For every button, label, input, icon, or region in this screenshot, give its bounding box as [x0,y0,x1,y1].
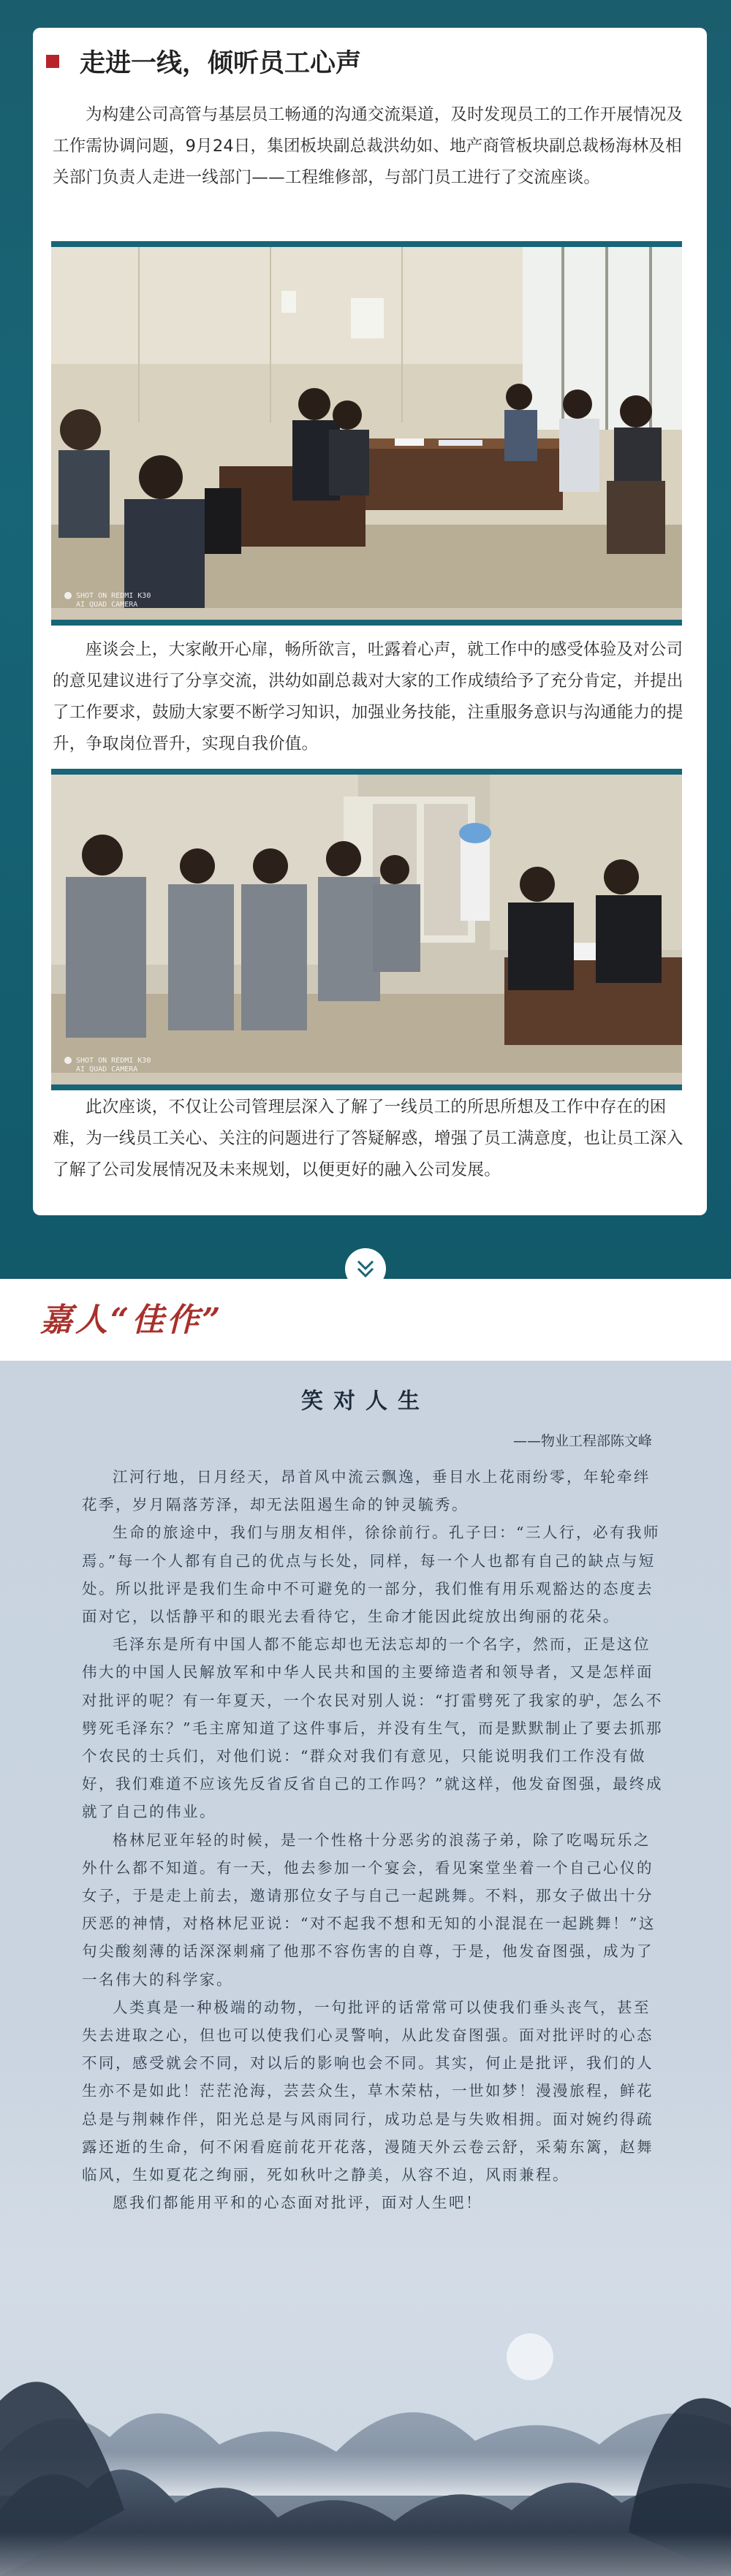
paragraph-intro: 为构建公司高管与基层员工畅通的沟通交流渠道，及时发现员工的工作开展情况及工作需协调问题，9月24日，集团板块副总裁洪幼如、地产商管板块副总裁杨海林及相关部门负责人走进一线部门——工程维修部，与部门员工进行了交流座谈。 [53,105,683,187]
camera-watermark: SHOT ON REDMI K30 AI QUAD CAMERA [64,592,151,609]
poem-paragraph: 江河行地，日月经天，昂首风中流云飘逸，垂目水上花雨纷零，年轮牵绊花季，岁月隔落芳泽，却无法阻遏生命的钟灵毓秀。 [82,1468,651,1514]
section-title [46,44,361,79]
article-card [33,28,707,1215]
poem-paragraph: 毛泽东是所有中国人都不能忘却也无法忘却的一个名字，然而，正是这位伟大的中国人民解放军和中华人民共和国的主要缔造者和领导者，又是怎样面对批评的呢？有一年夏天，一个农民对别人说：“打雷劈死了我家的驴，怎么不劈死毛泽东？”毛主席知道了这件事后，并没有生气，而是默默制止了要去抓那个农民的士兵们，对他们说：“群众对我们有意见，只能说明我们工作没有做好，我们难道不应该先反省反省自己的工作吗？”就这样，他发奋图强，最终成就了自己的伟业。 [82,1635,663,1821]
poem-section [0,1361,731,2576]
poem-title: 笑对人生 [301,1388,430,1414]
camera-dots-icon [64,592,72,599]
poem-paragraph: 格林尼亚年轻的时候，是一个性格十分恶劣的浪荡子弟，除了吃喝玩乐之外什么都不知道。有一天，他去参加一个宴会，看见案堂坐着一个自己心仪的女子，于是走上前去，邀请那位女子与自己一起跳舞。不料，那女子做出十分厌恶的神情，对格林尼亚说：“对不起我不想和无知的小混混在一起跳舞！”这句尖酸刻薄的话深深刺痛了他那不容伤害的自尊，于是，他发奋图强，成为了一名伟大的科学家。 [82,1831,656,1988]
red-square-icon [46,55,59,68]
moon-icon [507,2333,553,2380]
poem-body [82,1463,667,2216]
meeting-photo-1 [51,241,682,626]
paragraph-conclusion: 此次座谈，不仅让公司管理层深入了解了一线员工的所思所想及工作中存在的困难，为一线员工关心、关注的问题进行了答疑解惑，增强了员工满意度，也让员工深入了解了公司发展情况及未来规划，以便更好的融入公司发展。 [53,1098,683,1179]
scroll-down-button[interactable] [345,1248,386,1289]
double-chevron-down-icon [352,1255,379,1282]
poem-paragraph: 人类真是一种极端的动物，一句批评的话常常可以使我们垂头丧气，甚至失去进取之心，但也可以使我们心灵警响，从此发奋图强。面对批评时的心态不同，感受就会不同，对以后的影响也会不同。其实，何止是批评，我们的人生亦不是如此！茫茫沧海，芸芸众生，草木荣枯，一世如梦！漫漫旅程，鲜花总是与荆棘作伴，阳光总是与风雨同行，成功总是与失败相拥。面对婉约得疏露还逝的生命，何不闲看庭前花开花落，漫随天外云卷云舒，采菊东篱，赵舞临风，生如夏花之绚丽，死如秋叶之静美，从容不迫，风雨兼程。 [82,1998,654,2184]
section2-title: 嘉人“佳作” [40,1302,224,1339]
paragraph-discussion: 座谈会上，大家敞开心扉，畅所欲言，吐露着心声，就工作中的感受体验及对公司的意见建议进行了分享交流，洪幼如副总裁对大家的工作成绩给予了充分肯定，并提出了工作要求，鼓励大家要不断学习知识，加强业务技能，注重服务意识与沟通能力的提升，争取岗位晋升，实现自我价值。 [53,640,683,753]
camera-dots-icon [64,1057,72,1064]
ink-mountains-illustration [0,2269,731,2576]
poem-paragraph: 生命的旅途中，我们与朋友相伴，徐徐前行。孔子曰：“三人行，必有我师焉。”每一个人都有自己的优点与长处，同样，每一个人也都有自己的缺点与短处。所以批评是我们生命中不可避免的一部分，我们惟有用乐观豁达的态度去面对它，以恬静平和的眼光去看待它，生命才能因此绽放出绚丽的花朵。 [82,1524,660,1626]
section-title-text: 走进一线，倾听员工心声 [80,49,362,78]
poem-author: ——物业工程部陈文峰 [512,1433,652,1449]
camera-watermark: SHOT ON REDMI K30 AI QUAD CAMERA [64,1057,151,1074]
teal-background [0,0,731,1279]
meeting-photo-2 [51,769,682,1090]
poem-paragraph: 愿我们都能用平和的心态面对批评，面对人生吧！ [113,2194,482,2212]
